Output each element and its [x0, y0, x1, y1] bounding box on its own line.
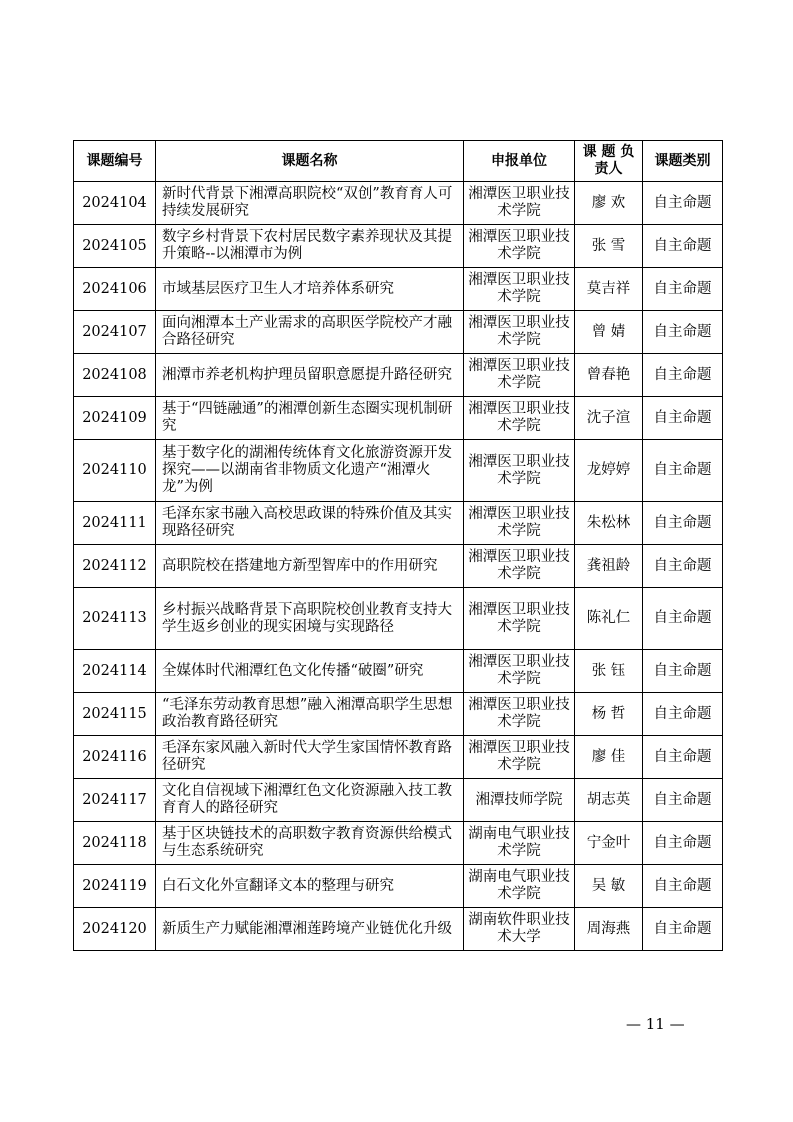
cell-leader: 张 钰: [575, 650, 643, 693]
cell-category: 自主命题: [643, 397, 723, 440]
cell-unit: 湘潭医卫职业技术学院: [464, 650, 575, 693]
cell-leader: 龚祖龄: [575, 545, 643, 588]
cell-title: 面向湘潭本土产业需求的高职医学院校产才融合路径研究: [156, 311, 464, 354]
table-row: [74, 225, 723, 268]
cell-category: 自主命题: [643, 354, 723, 397]
table-row: [74, 693, 723, 736]
header-code: 课题编号: [74, 141, 156, 182]
table-row: [74, 311, 723, 354]
cell-unit: 湖南电气职业技术学院: [464, 865, 575, 908]
cell-category: 自主命题: [643, 440, 723, 502]
header-title: 课题名称: [156, 141, 464, 182]
cell-category: 自主命题: [643, 822, 723, 865]
cell-category: 自主命题: [643, 736, 723, 779]
cell-title: 基于数字化的湖湘传统体育文化旅游资源开发探究——以湖南省非物质文化遗产“湘潭火龙”为例: [156, 440, 464, 502]
cell-unit: 湘潭技师学院: [464, 779, 575, 822]
cell-leader: 曾 婧: [575, 311, 643, 354]
table-row: [74, 908, 723, 951]
cell-leader: 陈礼仁: [575, 588, 643, 650]
cell-title: 乡村振兴战略背景下高职院校创业教育支持大学生返乡创业的现实困境与实现路径: [156, 588, 464, 650]
table-row: [74, 397, 723, 440]
cell-code: 2024111: [74, 502, 156, 545]
table-row: [74, 822, 723, 865]
table-row: [74, 354, 723, 397]
cell-code: 2024119: [74, 865, 156, 908]
cell-leader: 周海燕: [575, 908, 643, 951]
cell-category: 自主命题: [643, 588, 723, 650]
cell-code: 2024107: [74, 311, 156, 354]
cell-title: 全媒体时代湘潭红色文化传播“破圈”研究: [156, 650, 464, 693]
cell-category: 自主命题: [643, 865, 723, 908]
cell-unit: 湘潭医卫职业技术学院: [464, 225, 575, 268]
cell-leader: 朱松林: [575, 502, 643, 545]
cell-category: 自主命题: [643, 908, 723, 951]
cell-code: 2024116: [74, 736, 156, 779]
table-row: [74, 440, 723, 502]
cell-title: 湘潭市养老机构护理员留职意愿提升路径研究: [156, 354, 464, 397]
cell-category: 自主命题: [643, 311, 723, 354]
header-category: 课题类别: [643, 141, 723, 182]
cell-unit: 湘潭医卫职业技术学院: [464, 502, 575, 545]
cell-unit: 湖南电气职业技术学院: [464, 822, 575, 865]
cell-code: 2024115: [74, 693, 156, 736]
cell-code: 2024114: [74, 650, 156, 693]
table-row: [74, 502, 723, 545]
cell-title: 文化自信视域下湘潭红色文化资源融入技工教育育人的路径研究: [156, 779, 464, 822]
cell-unit: 湘潭医卫职业技术学院: [464, 693, 575, 736]
cell-category: 自主命题: [643, 545, 723, 588]
cell-title: 新时代背景下湘潭高职院校“双创”教育育人可持续发展研究: [156, 182, 464, 225]
cell-leader: 杨 哲: [575, 693, 643, 736]
cell-leader: 沈子渲: [575, 397, 643, 440]
cell-code: 2024118: [74, 822, 156, 865]
page-number: — 11 —: [626, 1015, 685, 1033]
cell-title: 新质生产力赋能湘潭湘莲跨境产业链优化升级: [156, 908, 464, 951]
cell-title: 白石文化外宣翻译文本的整理与研究: [156, 865, 464, 908]
cell-title: 基于区块链技术的高职数字教育资源供给模式与生态系统研究: [156, 822, 464, 865]
table-row: [74, 588, 723, 650]
cell-code: 2024117: [74, 779, 156, 822]
header-leader: 课 题 负责人: [575, 141, 643, 182]
table-row: [74, 182, 723, 225]
cell-category: 自主命题: [643, 650, 723, 693]
cell-unit: 湘潭医卫职业技术学院: [464, 545, 575, 588]
cell-title: 基于“四链融通”的湘潭创新生态圈实现机制研究: [156, 397, 464, 440]
cell-unit: 湘潭医卫职业技术学院: [464, 311, 575, 354]
cell-title: 高职院校在搭建地方新型智库中的作用研究: [156, 545, 464, 588]
cell-category: 自主命题: [643, 268, 723, 311]
cell-code: 2024108: [74, 354, 156, 397]
cell-unit: 湘潭医卫职业技术学院: [464, 440, 575, 502]
header-unit: 申报单位: [464, 141, 575, 182]
table-row: [74, 736, 723, 779]
cell-title: 市域基层医疗卫生人才培养体系研究: [156, 268, 464, 311]
cell-leader: 廖 佳: [575, 736, 643, 779]
cell-unit: 湘潭医卫职业技术学院: [464, 588, 575, 650]
cell-leader: 莫吉祥: [575, 268, 643, 311]
cell-leader: 廖 欢: [575, 182, 643, 225]
table-row: [74, 779, 723, 822]
cell-leader: 宁金叶: [575, 822, 643, 865]
cell-category: 自主命题: [643, 779, 723, 822]
cell-code: 2024109: [74, 397, 156, 440]
table-row: [74, 865, 723, 908]
cell-category: 自主命题: [643, 693, 723, 736]
table-row: [74, 268, 723, 311]
cell-code: 2024104: [74, 182, 156, 225]
cell-category: 自主命题: [643, 225, 723, 268]
cell-code: 2024120: [74, 908, 156, 951]
cell-code: 2024105: [74, 225, 156, 268]
table-body: [74, 182, 723, 951]
cell-title: 毛泽东家风融入新时代大学生家国情怀教育路径研究: [156, 736, 464, 779]
table-header-row: [74, 141, 723, 182]
cell-unit: 湘潭医卫职业技术学院: [464, 182, 575, 225]
cell-unit: 湘潭医卫职业技术学院: [464, 736, 575, 779]
cell-leader: 曾春艳: [575, 354, 643, 397]
cell-category: 自主命题: [643, 182, 723, 225]
cell-leader: 张 雪: [575, 225, 643, 268]
table-row: [74, 650, 723, 693]
cell-title: 数字乡村背景下农村居民数字素养现状及其提升策略--以湘潭市为例: [156, 225, 464, 268]
project-table: [73, 140, 723, 951]
cell-unit: 湘潭医卫职业技术学院: [464, 354, 575, 397]
cell-unit: 湖南软件职业技术大学: [464, 908, 575, 951]
cell-title: 毛泽东家书融入高校思政课的特殊价值及其实现路径研究: [156, 502, 464, 545]
cell-leader: 胡志英: [575, 779, 643, 822]
cell-leader: 龙婷婷: [575, 440, 643, 502]
cell-unit: 湘潭医卫职业技术学院: [464, 268, 575, 311]
cell-code: 2024106: [74, 268, 156, 311]
cell-leader: 吴 敏: [575, 865, 643, 908]
cell-unit: 湘潭医卫职业技术学院: [464, 397, 575, 440]
cell-category: 自主命题: [643, 502, 723, 545]
cell-code: 2024113: [74, 588, 156, 650]
cell-code: 2024112: [74, 545, 156, 588]
cell-title: “毛泽东劳动教育思想”融入湘潭高职学生思想政治教育路径研究: [156, 693, 464, 736]
cell-code: 2024110: [74, 440, 156, 502]
table-row: [74, 545, 723, 588]
